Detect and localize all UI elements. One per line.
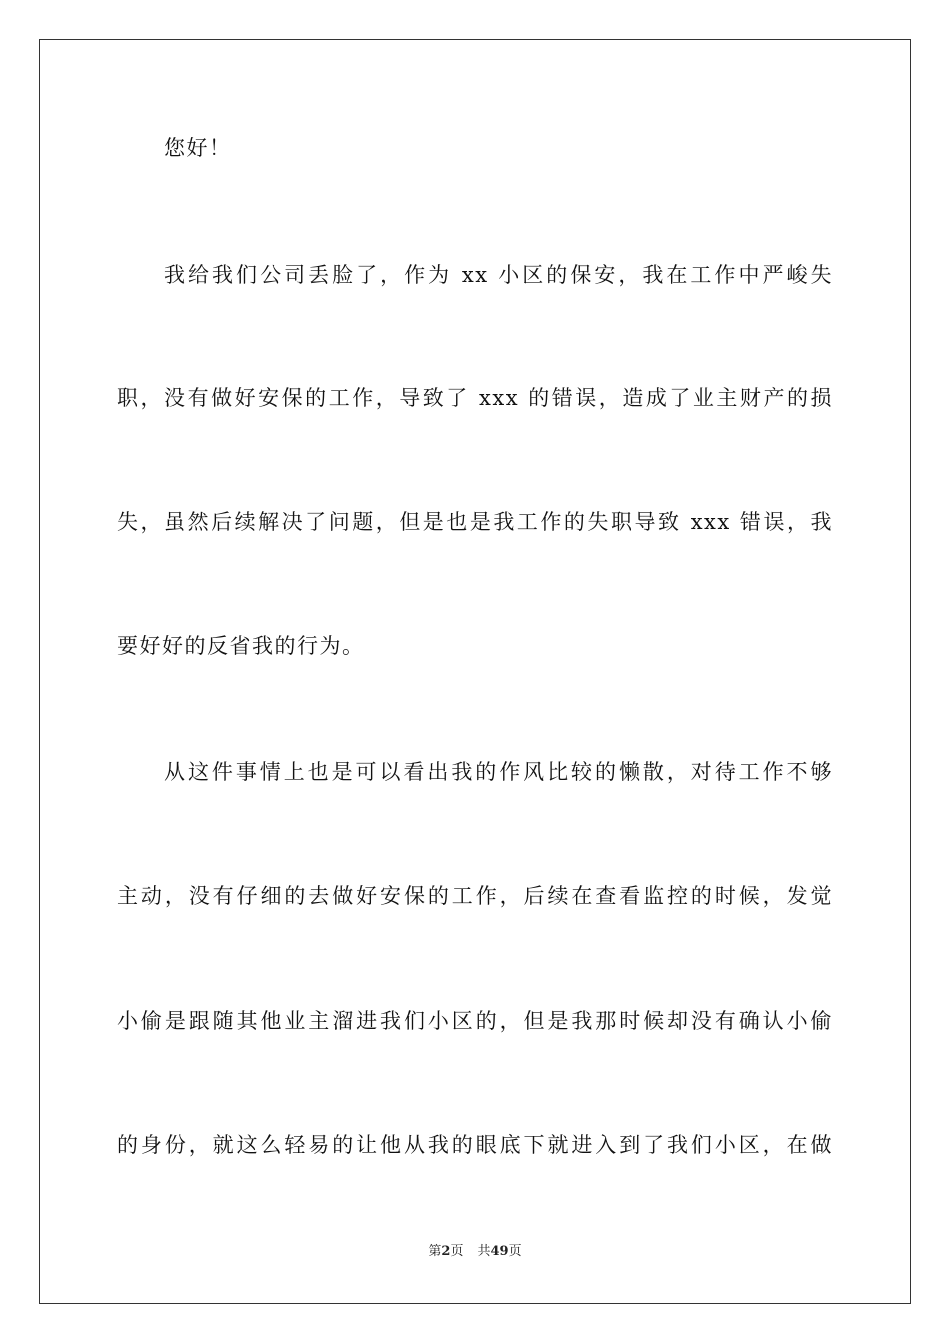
page-border [39, 39, 911, 1304]
total-prefix: 共 [477, 1244, 491, 1259]
paragraph-1-line-4: 要好好的反省我的行为。 [117, 634, 365, 658]
greeting-line: 您好！ [164, 136, 232, 160]
paragraph-2-line-4: 的身份，就这么轻易的让他从我的眼底下就进入到了我们小区，在做 [117, 1133, 833, 1157]
page-footer [0, 1243, 950, 1261]
page-suffix: 页 [450, 1244, 464, 1259]
paragraph-1-line-2: 职，没有做好安保的工作，导致了 xxx 的错误，造成了业主财产的损 [117, 386, 833, 410]
page-number: 2 [441, 1244, 451, 1259]
total-pages: 49 [490, 1244, 509, 1259]
paragraph-2-line-1: 从这件事情上也是可以看出我的作风比较的懒散，对待工作不够 [164, 760, 833, 784]
total-suffix: 页 [508, 1244, 522, 1259]
page-prefix: 第 [428, 1244, 442, 1259]
paragraph-1-line-3: 失，虽然后续解决了问题，但是也是我工作的失职导致 xxx 错误，我 [117, 510, 833, 534]
paragraph-1-line-1: 我给我们公司丢脸了，作为 xx 小区的保安，我在工作中严峻失 [164, 263, 833, 287]
paragraph-2-line-3: 小偷是跟随其他业主溜进我们小区的，但是我那时候却没有确认小偷 [117, 1009, 833, 1033]
paragraph-2-line-2: 主动，没有仔细的去做好安保的工作，后续在查看监控的时候，发觉 [117, 884, 833, 908]
